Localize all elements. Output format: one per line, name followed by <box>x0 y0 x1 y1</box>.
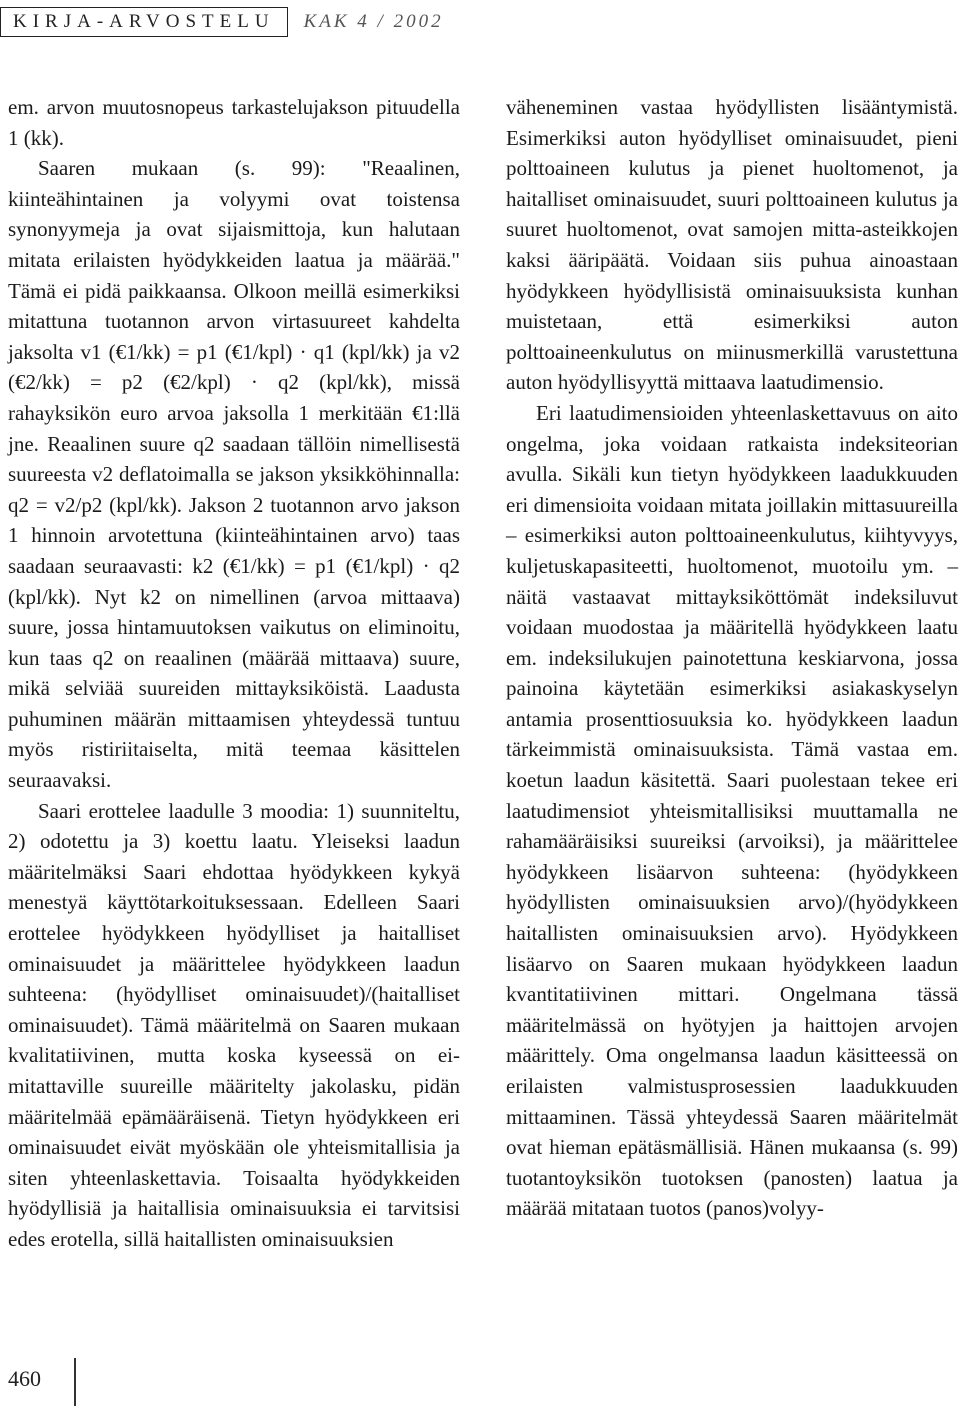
paragraph: Eri laatudimensioiden yhteenlaskettavuus on aito ongelma, joka voidaan ratkaista indeksiteorian avulla. Sikäli kun tietyn hyödykkeen laadukkuuden eri dimensioita voidaan mitata joillakin mittasuureilla – esimerkiksi auton polttoaineenkulutus, kiihtyvyys, kuljetuskapasiteetti, huoltomenot, muotoilu ym. – näitä vastaavat mittayksiköttömät indeksiluvut voidaan muodostaa ja määritellä hyödykkeen laatu em. indeksilukujen painotettuna keskiarvona, jossa painoina käytetään esimerkiksi asiakaskyselyn antamia prosenttiosuuksia ko. hyödykkeen laadun tärkeimmistä ominaisuuksista. Tämä vastaa em. koetun laadun käsitettä. Saari puolestaan tekee eri laatudimensiot yhteismitallisiksi muuttamalla ne rahamääräisiksi suureiksi (arvoiksi), ja määrittelee hyödykkeen lisäarvon suhteena: (hyödykkeen hyödyllisten ominaisuuksien arvo)/(hyödykkeen haitallisten ominaisuuksien arvo). Hyödykkeen lisäarvo on Saaren mukaan hyödykkeen laadun kvantitatiivinen mittari. Ongelmana tässä määritelmässä on hyötyjen ja haittojen arvojen määrittely. Oma ongelmansa laadun käsitteessä on erilaisten valmistusprosessien laadukkuuden mittaaminen. Tässä yhteydessä Saaren määritelmät ovat hieman epätäsmällisiä. Hänen mukaansa (s. 99) tuotantoyksikön tuotoksen (panosten) laatua ja määrää mitataan tuotos (panos)volyy- <box>506 400 958 1221</box>
page-footer <box>0 1358 120 1406</box>
footer-divider <box>74 1358 76 1406</box>
page-number: 460 <box>8 1366 41 1391</box>
running-header <box>0 0 444 44</box>
left-column <box>8 92 460 1255</box>
issue-label: KAK 4 / 2002 <box>303 11 444 32</box>
section-label: KIRJA-ARVOSTELU <box>0 7 288 37</box>
paragraph: väheneminen vastaa hyödyllisten lisääntymistä. Esimerkiksi auton hyödylliset ominaisuudet, pieni polttoaineen kulutus ja pienet huoltomenot, ja haitalliset ominaisuudet, suuri polttoaineen kulutus ja suuret huoltomenot, ovat samojen mitta-asteikkojen kaksi ääripäätä. Voidaan siis puhua ainoastaan hyödykkeen hyödyllisistä ominaisuuksista kunhan muistetaan, että esimerkiksi auton polttoaineenkulutus on miinusmerkillä varustettuna auton hyödyllisyyttä mittaava laatudimensio. <box>506 95 958 395</box>
paragraph: Saaren mukaan (s. 99): "Reaalinen, kiinteähintainen ja volyymi ovat toistensa synonyymeja ja ovat sijaismittoja, kun halutaan mitata erilaisten hyödykkeiden laatua ja määrää." Tämä ei pidä paikkaansa. Olkoon meillä esimerkiksi mitattuna tuotannon arvon virtasuureet kahdelta jaksolta v1 (€1/kk) = p1 (€1/kpl) · q1 (kpl/kk) ja v2 (€2/kk) = p2 (€2/kpl) · q2 (kpl/kk), missä rahayksikön euro arvoa jaksolla 1 merkitään €1:llä jne. Reaalinen suure q2 saadaan tällöin nimellisestä suureesta v2 deflatoimalla se jakson yksikköhinnalla: q2 = v2/p2 (kpl/kk). Jakson 2 tuotannon arvo jakson 1 hinnoin arvotettuna (kiinteähintainen arvo) taas saadaan seuraavasti: k2 (€1/kk) = p1 (€1/kpl) · q2 (kpl/kk). Nyt k2 on nimellinen (arvoa mittaava) suure, jossa hintamuutoksen vaikutus on eliminoitu, kun taas q2 on reaalinen (määrää mittaava) suure, mikä selviää suureiden mittayksiköistä. Laadusta puhuminen määrän mittaamisen yhteydessä tuntuu myös ristiriitaiselta, mitä teemaa käsittelen seuraavaksi. <box>8 156 460 793</box>
paragraph: Saari erottelee laadulle 3 moodia: 1) suunniteltu, 2) odotettu ja 3) koettu laatu. Yleiseksi laadun määritelmäksi Saari ehdottaa hyödykkeen kykyä menestyä käyttötarkoituksessaan. Edelleen Saari erottelee hyödykkeen hyödylliset ja haitalliset ominaisuudet ja määrittelee hyödykkeen laadun suhteena: (hyödylliset ominaisuudet)/(haitalliset ominaisuudet). Tämä määritelmä on Saaren mukaan kvalitatiivinen, mutta koska kyseessä on ei-mitattaville suureille määritelty jakolasku, pidän määritelmää epämääräisenä. Tietyn hyödykkeen eri ominaisuudet eivät myöskään ole yhteismitallisia ja siten yhteenlaskettavia. Toisaalta hyödykkeiden hyödyllisiä ja haitallisia ominaisuuksia ei tarvitsisi edes erotella, sillä haitallisten ominaisuuksien <box>8 798 460 1251</box>
right-column <box>506 92 958 1224</box>
paragraph: em. arvon muutosnopeus tarkastelujakson pituudella 1 (kk). <box>8 95 460 150</box>
